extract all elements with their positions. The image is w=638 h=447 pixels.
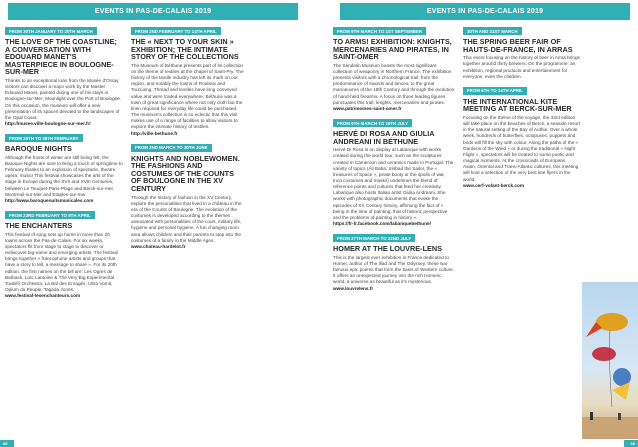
event-date-tag: 30TH AND 31ST MARCH [463, 27, 522, 35]
event-enchanters [5, 211, 123, 299]
event-link[interactable]: https://fr-fr.facebook.com/labanquebethune/ [333, 221, 431, 227]
event-description: Hervé Di Rosa is on display at Labanque with works created during the world tour, such as the sculptures created in Cameroon and ceramics made in Portugal. The variety of topics (Ali Baba, Sinbad the Sailor, the « treasures of Space », pirate booty or the spoils of war, Inca costumes and masks) underlines the blend of reference points and cultures that feed her creativity. Labanque also hosts Italian artist Giulia Andreani. She works with photographic documents that evoke the episodes of XX Century history, affirming the fact of « being in the time of painting, that of historic perspective and the problems of painting in history ». [333, 147, 454, 220]
event-link[interactable]: http://www.baroquenuitsmusicales.com [5, 197, 94, 203]
event-arms [333, 27, 455, 112]
kite-shape [592, 347, 616, 361]
kites-photo [582, 282, 638, 439]
event-link[interactable]: www.louvrelens.fr [333, 285, 374, 291]
event-title: HOMER AT THE LOUVRE-LENS [333, 244, 443, 254]
event-description: The Museum of Béthune presents part of its collection on the theme of textiles at the chapel of Saint-Pry. The history of the textile industry has left its mark on our region, and notably the towns of Roubaix and Tourcoing. Thread and textiles have long conveyed value and were traded everywhere. Béthune was a town of great significance where not only cloth but the linen required for everyday life could be purchased. The museum's collection is so eclectic that this visit makes use of a range of facilities to allow visitors to explore the intimate history of textiles. [131, 62, 244, 130]
event-link[interactable]: www.patrimoines-saint-omer.fr [333, 105, 402, 111]
event-title: THE « NEXT TO YOUR SKIN » EXHIBITION; THE INTIMATE STORY OF THE COLLECTIONS [131, 37, 239, 62]
column-3 [333, 27, 455, 292]
event-title: THE INTERNATIONAL KITE MEETING AT BERCK-SUR-MER [463, 96, 572, 114]
kites-illustration [582, 282, 638, 439]
event-title: HERVÉ DI ROSA AND GIULIA ANDREANI IN BÉTHUNE [333, 129, 435, 146]
event-date-tag: FROM 27TH MARCH TO 22ND JULY [333, 234, 415, 242]
event-link[interactable]: www.festival-lesenchanteurs.com [5, 293, 81, 299]
event-title: THE ENCHANTERS [5, 221, 73, 231]
kite-string [609, 330, 612, 407]
event-title: THE SPRING BEER FAIR OF HAUTS-DE-FRANCE, IN ARRAS [463, 37, 573, 54]
event-title: TO ARMS! EXHIBITION: KNIGHTS, MERCENARIES AND PIRATES, IN SAINT-OMER [333, 37, 452, 62]
event-kites [463, 87, 580, 189]
event-link[interactable]: http://ville-bethune.fr [131, 130, 178, 136]
event-title: KNIGHTS AND NOBLEWOMEN. THE FASHIONS AND COSTUMES OF THE COUNTS OF BOULOGNE IN THE XV CENTURY [131, 153, 240, 194]
event-date-tag: FROM 26TH TO 28TH FEBRUARY [5, 134, 83, 142]
event-description: Focusing on the theme of the voyage, the 33rd edition will take place on the beaches of Berck, a seaside resort in the natural setting of the Bay of Authie. Over a whole week, hundreds of butterflies, octopuses, puppets and birds will fill the sky with colour. Along the paths of the « Gardens of the Wind » or during the traditional « Night Flight », spectators will be treated to some poetic and magical moments. At the crossroads of European, Asian, Oriental and Trans-Atlantic cultures, this meeting will host a selection of the very best kite flyers in the world. [463, 115, 580, 182]
page-number-left: 68 [3, 441, 8, 446]
event-date-tag: FROM 9TH MARCH TO 1ST SEPTEMBER [333, 27, 426, 35]
beach-sand [582, 417, 638, 439]
event-date-tag: FROM 23RD FEBRUARY TO 9TH APRIL [5, 211, 95, 219]
header-banner-right: EVENTS IN PAS-DE-CALAIS 2019 [340, 3, 630, 20]
event-description: Through the history of fashion in the XV Century, explore the personalities that lived in a château in the era of the Counts of Boulogne. The evolution of the costumes is developed according to the themes associated with personalities of the court, military life, hygiene and personal hygiene. A fun changing room area allows children and their parents to step into the costumes of a family in the Middle Ages. [131, 194, 242, 243]
person-figure [618, 413, 621, 420]
event-homer [333, 234, 455, 292]
event-baroque [5, 134, 123, 204]
person-figure [590, 412, 593, 420]
event-description: Thanks to an exceptional loan from the Musée d'Orsay, visitors can discover a major work by the Master Edouard Manet, painted during one of his stays in Boulogne-sur-Mer; Moonlight over the Port of Boulogne. On this occasion, the museum will offer a new presentation of its spaces devoted to the landscapes of the Opal Coast. [5, 77, 122, 120]
event-herve [333, 119, 455, 227]
event-date-tag: FROM 6TH TO 14TH APRIL [463, 87, 527, 95]
event-title: BAROQUE NIGHTS [5, 144, 72, 154]
event-coastline [5, 27, 123, 127]
event-description: This event focusing on the history of beer in Arras brings together around thirty brewers. On the programme: an exhibition, regional products and entertainment for everyone, even the children. [463, 55, 580, 79]
column-2 [131, 27, 244, 250]
event-description: The Sandelin Museum boasts the most significant collection of weaponry in Northern France. The exhibition presents visitors with a chronological trail: from the predominance of swords and lances, to the great manoeuvres of the 18th Century and through the evolution of hand-held firearms. A focus on three leading figures punctuates this trail: knights, mercenaries and pirates. [333, 62, 455, 105]
header-banner-left: EVENTS IN PAS-DE-CALAIS 2019 [8, 3, 298, 20]
event-description: This festival of song sets up home in more than 20 towns across the Pas-de-Calais. For six weeks, spectators flit from stage to stage to discover or rediscover big-name and emerging artists. The festival brings together « francophone artists and groups that have a story to tell, a message to share ». For its 20th edition, the first names on the bill are: Les Ogres de Barback, Loïc Lantoine & The Very Big Experimental Toubifri Orchestra, La Bal des Enragés, Ultra Vomit, Opium du Peuple, Tagada Jones. [5, 231, 118, 293]
event-link[interactable]: www.cerf-volant-berck.com [463, 182, 525, 188]
event-date-tag: FROM 2ND MARCH TO 30TH JUNE [131, 144, 212, 152]
event-link[interactable]: www.chateau-hardelot.fr [131, 243, 186, 249]
event-description: This is the largest ever exhibition in France dedicated to Homer, author of The Iliad and The Odyssey, these two famous epic poems that form the basis of Western culture. It offers an unexpected journey into the rich Homeric world, a universe as beautiful as it's mysterious. [333, 254, 455, 285]
event-link[interactable]: http://musee.ville-boulogne-sur-mer.fr/ [5, 121, 91, 127]
event-date-tag: FROM 9TH MARCH TO 16TH JULY [333, 119, 412, 127]
event-date-tag: FROM 2ND FEBRUARY TO 14TH APRIL [131, 27, 221, 35]
event-skin [131, 27, 244, 137]
page-number-right: 69 [630, 441, 635, 446]
event-title: THE LOVE OF THE COASTLINE; A CONVERSATION WITH EDOUARD MANET'S MASTERPIECE IN BOULOGNE-SUR-MER [5, 37, 117, 77]
event-knights [131, 144, 244, 250]
column-1 [5, 27, 123, 299]
column-4 [463, 27, 580, 189]
event-beerfair [463, 27, 580, 80]
event-date-tag: FROM 30TH JANUARY TO 20TH MARCH [5, 27, 97, 35]
event-description: Although the frosts of winter are still being felt, the Baroque Nights are sure to bring a touch of springtime to February thanks to an explosion of spectacle, theatre, opera, music! This festival showcases the arts of the stage in Europe during the XVII and XVIII Centuries, between Le Touquet-Paris-Plage and Berck-sur-mer, Montreuil-sur-Mer and Etaples-sur-mer. [5, 154, 123, 197]
